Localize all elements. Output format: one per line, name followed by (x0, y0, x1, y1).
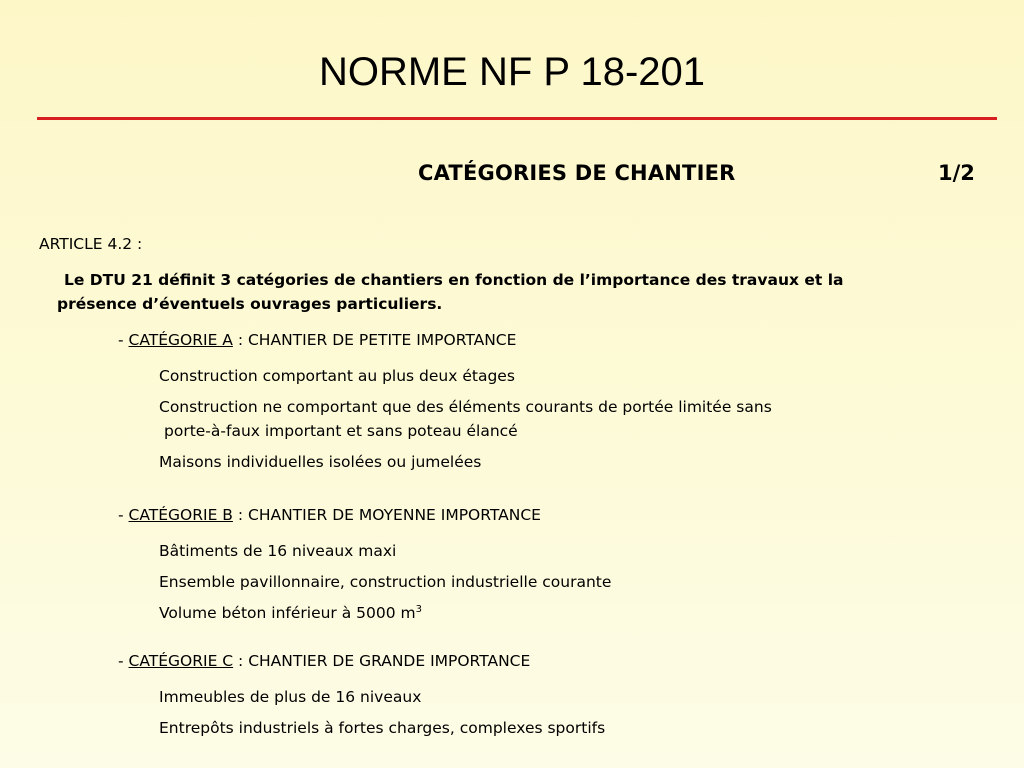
category-a-item-1: Construction comportant au plus deux étages (159, 367, 515, 385)
category-b-item-1: Bâtiments de 16 niveaux maxi (159, 542, 397, 560)
category-c-item-2: Entrepôts industriels à fortes charges, complexes sportifs (159, 719, 606, 737)
category-c-description: : CHANTIER DE GRANDE IMPORTANCE (233, 652, 531, 670)
category-b-heading (118, 505, 541, 525)
category-a-heading (118, 330, 516, 350)
intro-line-2: présence d’éventuels ouvrages particuliers. (57, 295, 443, 313)
category-c-prefix: - (118, 652, 129, 670)
category-b-item-3-text: Volume béton inférieur à 5000 m (159, 604, 416, 622)
category-b-name: CATÉGORIE B (128, 506, 233, 524)
intro-line-1: Le DTU 21 définit 3 catégories de chantiers en fonction de l’importance des travaux et la (64, 271, 844, 289)
category-a-description: : CHANTIER DE PETITE IMPORTANCE (232, 331, 517, 349)
category-a-item-3: Maisons individuelles isolées ou jumelées (159, 453, 482, 471)
category-a-item-2-continuation: porte-à-faux important et sans poteau élancé (164, 422, 518, 440)
category-c-name: CATÉGORIE C (128, 652, 234, 670)
category-c-item-1: Immeubles de plus de 16 niveaux (159, 688, 422, 706)
page-number: 1/2 (938, 161, 975, 185)
article-label: ARTICLE 4.2 : (39, 235, 143, 253)
category-c-heading (118, 651, 530, 671)
category-a-prefix: - (118, 331, 129, 349)
category-b-item-2: Ensemble pavillonnaire, construction industrielle courante (159, 573, 612, 591)
category-a-item-2: Construction ne comportant que des éléments courants de portée limitée sans (159, 398, 772, 416)
title-underline-rule (37, 117, 997, 120)
category-b-item-3 (159, 603, 422, 623)
category-a-name: CATÉGORIE A (128, 331, 233, 349)
slide-title: NORME NF P 18-201 (318, 50, 706, 94)
category-b-prefix: - (118, 506, 129, 524)
category-b-description: : CHANTIER DE MOYENNE IMPORTANCE (232, 506, 541, 524)
section-subtitle: CATÉGORIES DE CHANTIER (418, 161, 736, 185)
cubic-superscript: 3 (415, 603, 422, 615)
